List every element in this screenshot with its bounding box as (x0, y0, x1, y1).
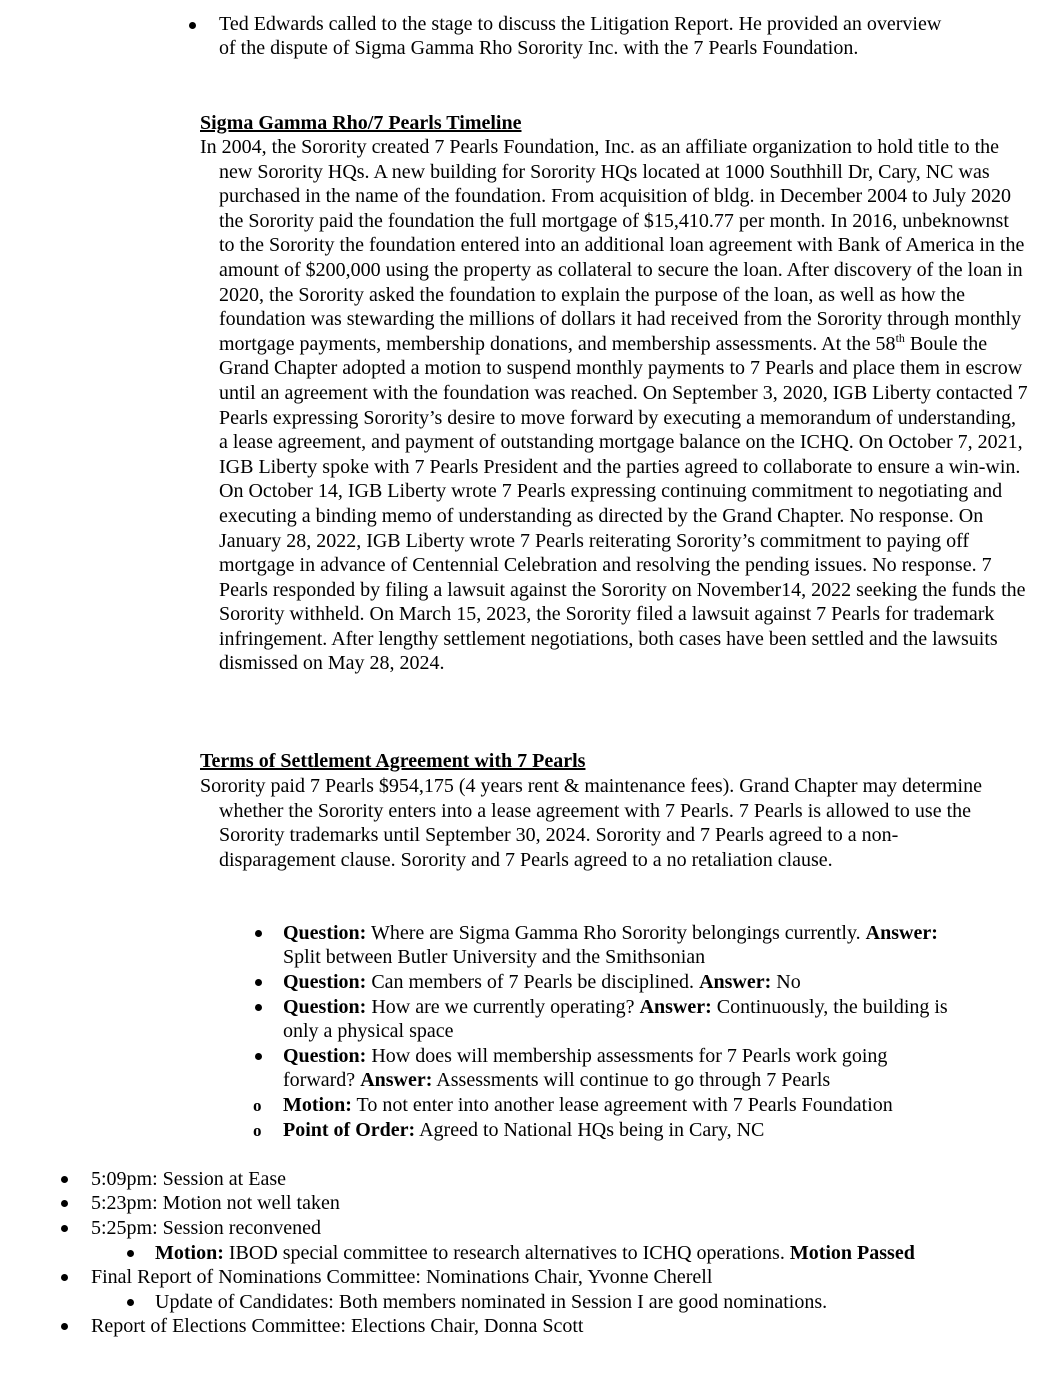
motion-text: IBOD special committee to research alternatives to ICHQ operations. (223, 1242, 790, 1264)
bullet-bottom-sub-2 (127, 1299, 134, 1306)
q2-text: Can members of 7 Pearls be disciplined. (366, 971, 700, 993)
bullet-bottom-2 (61, 1200, 68, 1207)
bullet-bottom-sub-1 (127, 1250, 134, 1257)
answer-label: Answer: (360, 1069, 433, 1091)
intro-line-2: of the dispute of Sigma Gamma Rho Sorority Inc. with the 7 Pearls Foundation. (219, 37, 859, 59)
bullet-bottom-5 (61, 1323, 68, 1330)
qa-item-4-line-1 (283, 1044, 887, 1069)
question-label: Question: (283, 996, 367, 1018)
bottom-item-4: Final Report of Nominations Committee: Nominations Chair, Yvonne Cherell (91, 1266, 713, 1288)
motion-result: Motion Passed (789, 1242, 915, 1264)
answer-label: Answer: (699, 971, 772, 993)
bottom-item-2: 5:23pm: Motion not well taken (91, 1192, 340, 1214)
bullet-q1 (255, 930, 262, 937)
q4-answer: Assessments will continue to go through 7 Pearls (432, 1069, 831, 1091)
qa-item-2 (283, 970, 801, 995)
timeline-superscript: th (895, 330, 905, 345)
timeline-text-part-2: Boule the Grand Chapter adopted a motion to suspend monthly payments to 7 Pearls and place them in escrow until an agreement with the foundation was reached. On September 3, 2020, IGB Liberty contacted 7 Pearls expressing Sorority’s desire to move forward by executing a memorandum of understanding, a lease agreement, and payment of outstanding mortgage balance on the ICHQ. On October 7, 2021, IGB Liberty spoke with 7 Pearls President and the parties agreed to collaborate to ensure a win-win. On October 14, IGB Liberty wrote 7 Pearls expressing continuing commitment to negotiating and executing a binding memo of understanding as directed by the Grand Chapter. No response. On January 28, 2022, IGB Liberty wrote 7 Pearls reiterating Sorority’s commitment to paying off mortgage in advance of Centennial Celebration and resolving the pending issues. No response. 7 Pearls responded by filing a lawsuit against the Sorority on November14, 2022 seeking the funds the Sorority withheld. On March 15, 2023, the Sorority filed a lawsuit against 7 Pearls for trademark infringement. After lengthy settlement negotiations, both cases have been settled and the lawsuits dismissed on May 28, 2024. (219, 332, 1028, 675)
bottom-item-1: 5:09pm: Session at Ease (91, 1168, 286, 1190)
bullet-q4 (255, 1053, 262, 1060)
q4-text: How does will membership assessments for 7 Pearls work going (366, 1045, 888, 1067)
bullet-q2 (255, 979, 262, 986)
motion-label: Motion: (283, 1094, 352, 1116)
point-of-order-text: Agreed to National HQs being in Cary, NC (415, 1119, 765, 1141)
qa-item-3-line-2: only a physical space (283, 1020, 454, 1042)
question-label: Question: (283, 922, 367, 944)
qa-item-1-line-2: Split between Butler University and the Smithsonian (283, 946, 706, 968)
bullet-bottom-3 (61, 1225, 68, 1232)
answer-label: Answer: (865, 922, 938, 944)
qa-point-of-order (283, 1118, 764, 1143)
timeline-paragraph (200, 135, 1029, 676)
q2-answer: No (771, 971, 801, 993)
question-label: Question: (283, 1045, 367, 1067)
motion-text: To not enter into another lease agreement with 7 Pearls Foundation (351, 1094, 893, 1116)
bottom-item-3: 5:25pm: Session reconvened (91, 1217, 321, 1239)
bullet-q3 (255, 1004, 262, 1011)
motion-label: Motion: (155, 1242, 224, 1264)
settlement-paragraph: Sorority paid 7 Pearls $954,175 (4 years rent & maintenance fees). Grand Chapter may determine whether the Sorority enters into a lease agreement with 7 Pearls. 7 Pearls is allowed to use the Sorority trademarks until September 30, 2024. Sorority and 7 Pearls agreed to a non-disparagement clause. Sorority and 7 Pearls agreed to a no retaliation clause. (200, 775, 982, 871)
question-label: Question: (283, 971, 367, 993)
q4-text-cont: forward? (283, 1069, 361, 1091)
bottom-sub-item-2: Update of Candidates: Both members nominated in Session I are good nominations. (155, 1291, 828, 1313)
answer-label: Answer: (639, 996, 712, 1018)
qa-item-4-line-2 (283, 1068, 830, 1093)
timeline-text-part-1: In 2004, the Sorority created 7 Pearls Foundation, Inc. as an affiliate organization to hold title to the new Sorority HQs. A new building for Sorority HQs located at 1000 Southhill Dr, Cary, NC was purchased in the name of the foundation. From acquisition of bldg. in December 2004 to July 2020 the Sorority paid the foundation the full mortgage of $15,410.77 per month. In 2016, unbeknownst to the Sorority the foundation entered into an additional loan agreement with Bank of America in the amount of $200,000 using the property as collateral to secure the loan. After discovery of the loan in 2020, the Sorority asked the foundation to explain the purpose of the loan, as well as how the foundation was stewarding the millions of dollars it had received from the Sorority through monthly mortgage payments, membership donations, and membership assessments. At the 58 (200, 136, 1025, 355)
timeline-heading: Sigma Gamma Rho/7 Pearls Timeline (200, 112, 522, 134)
q3-answer: Continuously, the building is (711, 996, 948, 1018)
q3-text: How are we currently operating? (366, 996, 640, 1018)
settlement-heading: Terms of Settlement Agreement with 7 Pearls (200, 750, 586, 772)
bullet-bottom-4 (61, 1274, 68, 1281)
intro-line-1: Ted Edwards called to the stage to discuss the Litigation Report. He provided an overview (219, 13, 942, 35)
qa-motion (283, 1093, 893, 1118)
qa-item-3-line-1 (283, 995, 948, 1020)
sub-bullet-point-of-order: o (253, 1121, 262, 1140)
qa-item-1-line-1 (283, 921, 938, 946)
q1-text: Where are Sigma Gamma Rho Sorority belongings currently. (366, 922, 866, 944)
point-of-order-label: Point of Order: (283, 1119, 416, 1141)
sub-bullet-motion: o (253, 1096, 262, 1115)
bullet-intro (189, 22, 196, 29)
bullet-bottom-1 (61, 1176, 68, 1183)
bottom-item-5: Report of Elections Committee: Elections Chair, Donna Scott (91, 1315, 584, 1337)
bottom-sub-item-1 (155, 1241, 915, 1266)
